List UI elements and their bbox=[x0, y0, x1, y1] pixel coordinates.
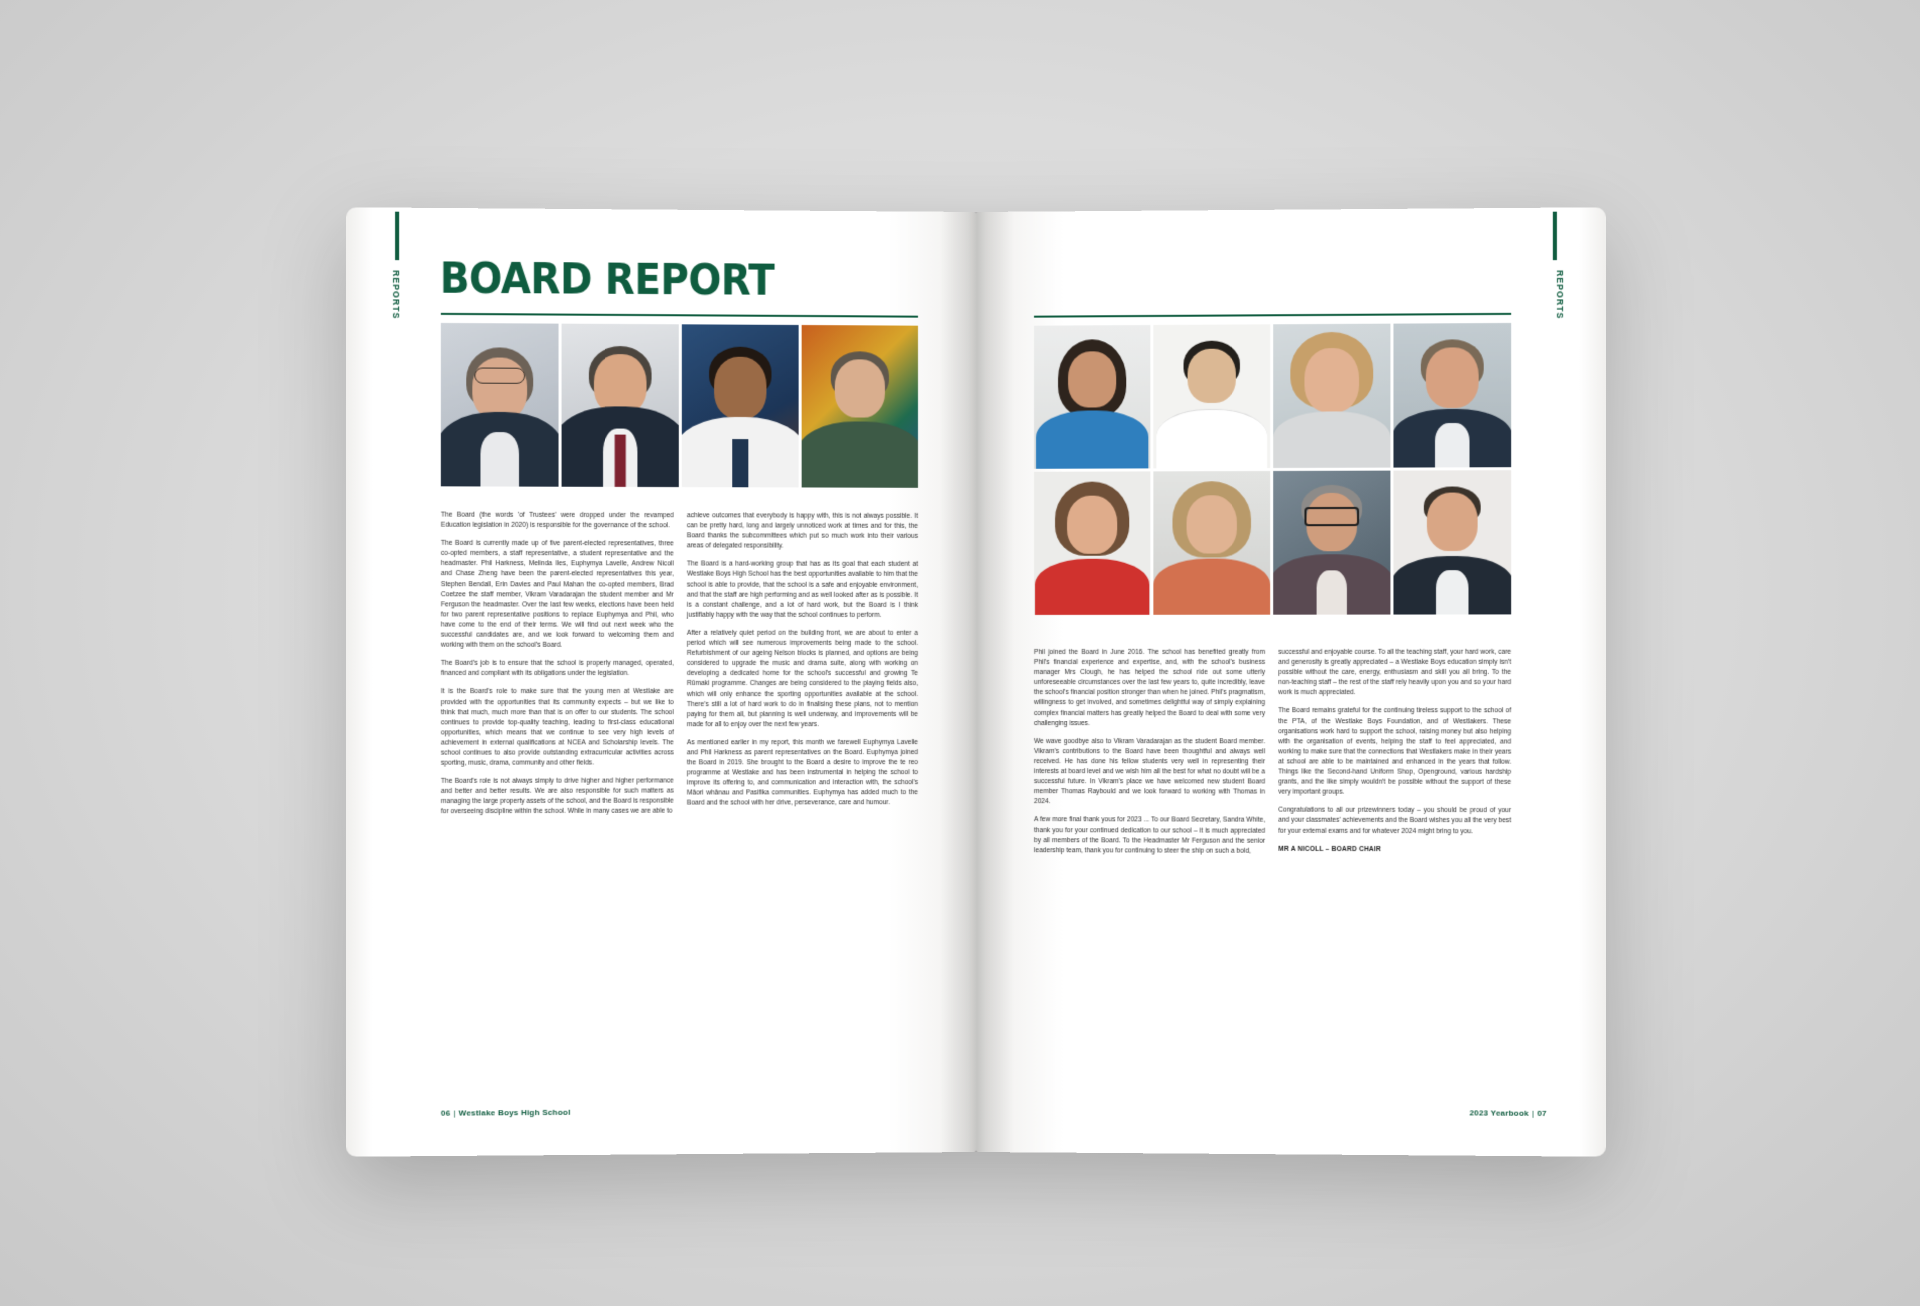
board-chair-signature: MR A NICOLL – BOARD CHAIR bbox=[1278, 845, 1382, 853]
right-top-accent-rule bbox=[1553, 212, 1557, 260]
paragraph: It is the Board's role to make sure that the young men at Westlake are provided with the opportunities that its community expects – but we like to think that much, much more than that is on offer to our students. The school continues to provide top-quality teaching, leading to first-class educational opportunities, which means that we continue to see very high levels of achievement in external qualifications at NCEA and Scholarship levels. The school continues to also provide outstanding extracurricular activities across sporting, music, drama, community and other fields. bbox=[440, 688, 674, 767]
paragraph: A few more final thank yous for 2023 ... To our Board Secretary, Sandra White, thank you for your continued dedication to our school – it is much appreciated by all members of the Board. To the Headmaster Mr Ferguson and the senior leadership team, thank you for continuing to steer the ship on such a bold, bbox=[1034, 816, 1266, 855]
board-member-portrait-8 bbox=[1393, 323, 1511, 468]
paragraph: We wave goodbye also to Vikram Varadarajan as the student Board member. Vikram's contributions to the Board have been thoughtful and always well received. He has done his fellow students very well in representing their interests at board level and we wish him all the best for what no doubt will be a successful future. In Vikram's place we have welcomed new student Board member Thomas Raybould and we look forward to working with Thomas in 2024. bbox=[1034, 737, 1266, 806]
right-side-tab: REPORTS bbox=[1554, 270, 1566, 320]
paragraph: The Board is currently made up of five parent-elected representatives, three co-opted members, a staff representative, a student representative and the headmaster. Phil Harkness, Melinda Iles, Euphymya Lavelle, Andrew Nicoll and Chase Zheng have been the parent-elected representatives this year, Stephen Bendall, Erin Davies and Paul Mahan the co-opted members, Brad Coetzee the staff member, Vikram Varadarajan the student member and Mr Ferguson the headmaster. Over the last few weeks, elections have been held for two parent representative positions to replace Euphymya and Phil, who have come to the end of their terms. We will find out next week who the successful candidates are, and we look forward to welcoming them and working with them on the school's Board. bbox=[440, 539, 674, 649]
paragraph: successful and enjoyable course. To all the teaching staff, your hard work, care and generosity is greatly appreciated – a Westlake Boys education simply isn't possible without the care, energy, enthusiasm and skill you all bring. To the non-teaching staff – the rest of the staff rely heavily upon you and so your hard work is much appreciated. bbox=[1278, 648, 1512, 697]
board-member-portrait-10 bbox=[1153, 471, 1270, 615]
footer-separator: | bbox=[1531, 1108, 1535, 1118]
paragraph: After a relatively quiet period on the building front, we are about to enter a period which will see numerous improvements being made to the school. Refurbishment of our ageing Nelson blocks is planned, and options are being considered to upgrade the music and drama suite, along with working on developing a dedicated home for the school's successful and growing Te Rūmaki programme. Changes are being considered to the playing fields also, which will only enhance the sporting opportunities available at the school. There's still a lot of hard work to do in finalising these plans, not to mention paying for them all, but planning is well underway, and improvements will be made for all to enjoy over the next few years. bbox=[686, 629, 918, 728]
paragraph: Congratulations to all our prizewinners today – you should be proud of your and your classmates' achievements and the Board wishes you all the very best for your external exams and for whatever 2024 might bring to you. bbox=[1278, 806, 1512, 835]
board-member-portrait-3 bbox=[682, 324, 799, 487]
left-column-1 bbox=[441, 511, 674, 818]
board-member-portrait-4 bbox=[802, 325, 918, 488]
right-page-footer bbox=[1469, 1108, 1546, 1118]
right-photo-divider-rule bbox=[1034, 313, 1511, 318]
board-member-portrait-12 bbox=[1393, 470, 1511, 614]
board-member-portrait-7 bbox=[1273, 324, 1390, 468]
right-photo-grid bbox=[1034, 323, 1511, 616]
board-member-portrait-9 bbox=[1034, 471, 1150, 615]
school-name: Westlake Boys High School bbox=[458, 1107, 571, 1118]
left-photo-grid bbox=[441, 323, 918, 488]
left-page-footer bbox=[441, 1108, 571, 1118]
left-photo-divider-rule bbox=[441, 313, 918, 318]
page-title: BOARD REPORT bbox=[439, 253, 775, 305]
left-top-accent-rule bbox=[395, 212, 399, 260]
footer-separator: | bbox=[453, 1108, 456, 1118]
paragraph: The Board is a hard-working group that has as its goal that each student at Westlake Boys High School has the best opportunities available to him that the school is able to provide, that the school is a safe and enjoyable environment, and that the staff are high performing and as well looked after as is possible. It is a constant challenge, and a lot of hard work, but the Board is I think justifiably happy with the way that the school continues to perform. bbox=[686, 560, 918, 619]
paragraph: The Board's job is to ensure that the school is properly managed, operated, financed and compliant with its obligations under the legislation. bbox=[440, 660, 674, 678]
board-member-portrait-6 bbox=[1153, 324, 1270, 468]
paragraph: achieve outcomes that everybody is happy with, this is not always possible. It can be pretty hard, long and largely unnoticed work at times and for this, the Board thanks the subcommittees which put so much work into their various areas of delegated responsibility. bbox=[686, 512, 918, 550]
board-member-portrait-1 bbox=[441, 323, 559, 487]
board-member-portrait-11 bbox=[1273, 471, 1390, 615]
paragraph: The Board remains grateful for the continuing tireless support to the school of the PTA, of the Westlake Boys Foundation, and of Westlakers. These organisations work hard to support the school, raising money but also helping with the organisation of events, helping the staff to feel appreciated, and working to make sure that the connections that Westlakers make in their years at school are able to be maintained and enhanced in the years that follow. Things like the Second-hand Uniform Shop, Openground, various hardship grants, and the like simply wouldn't be possible without the support of these very important groups. bbox=[1278, 707, 1512, 796]
left-page bbox=[346, 207, 976, 1156]
yearbook-label: 2023 Yearbook bbox=[1469, 1108, 1529, 1118]
paragraph: The Board's role is not always simply to drive higher and higher performance and better and better results. We are also responsible for such matters as managing the large property assets of the school, and the Board is responsible for overseeing discipline within the school. While in many cases we are able to bbox=[440, 777, 674, 816]
board-member-portrait-5 bbox=[1034, 325, 1150, 469]
right-column-1 bbox=[1034, 648, 1265, 857]
paragraph: Phil joined the Board in June 2016. The school has benefited greatly from Phil's financial experience and expertise, and, with the school's business manager Mrs Clough, he has helped the school ride out some utterly unforeseeable circumstances over the last few years to, quite incredibly, leave the school's financial position stronger than when he joined. Phil's pragmatism, willingness to get involved, and sometimes delightful way of simply explaining complex financial matters has greatly helped the Board to deal with some very challenging issues. bbox=[1034, 648, 1266, 727]
right-page-number: 07 bbox=[1537, 1108, 1547, 1118]
right-column-2 bbox=[1278, 648, 1511, 855]
left-page-number: 06 bbox=[440, 1108, 451, 1118]
left-column-2 bbox=[687, 511, 918, 809]
left-side-tab: REPORTS bbox=[391, 270, 402, 320]
paragraph: The Board (the words 'of Trustees' were dropped under the revamped Education legislation in 2020) is responsible for the governance of the school. bbox=[440, 511, 674, 530]
open-book-spread bbox=[352, 212, 1600, 1152]
paragraph: As mentioned earlier in my report, this month we farewell Euphymya Lavelle and Phil Harkness as parent representatives on the Board. Euphymya joined the Board in 2019. She brought to the Board a desire to improve the te reo programme at Westlake and has been instrumental in helping the school to improve its offering to, and communication and interaction with, the school's Māori whānau and Pasifika communities. Euphymya has added much to the Board and the school with her drive, perseverance, care and humour. bbox=[686, 738, 918, 808]
right-page bbox=[976, 207, 1606, 1156]
board-member-portrait-2 bbox=[562, 324, 679, 487]
